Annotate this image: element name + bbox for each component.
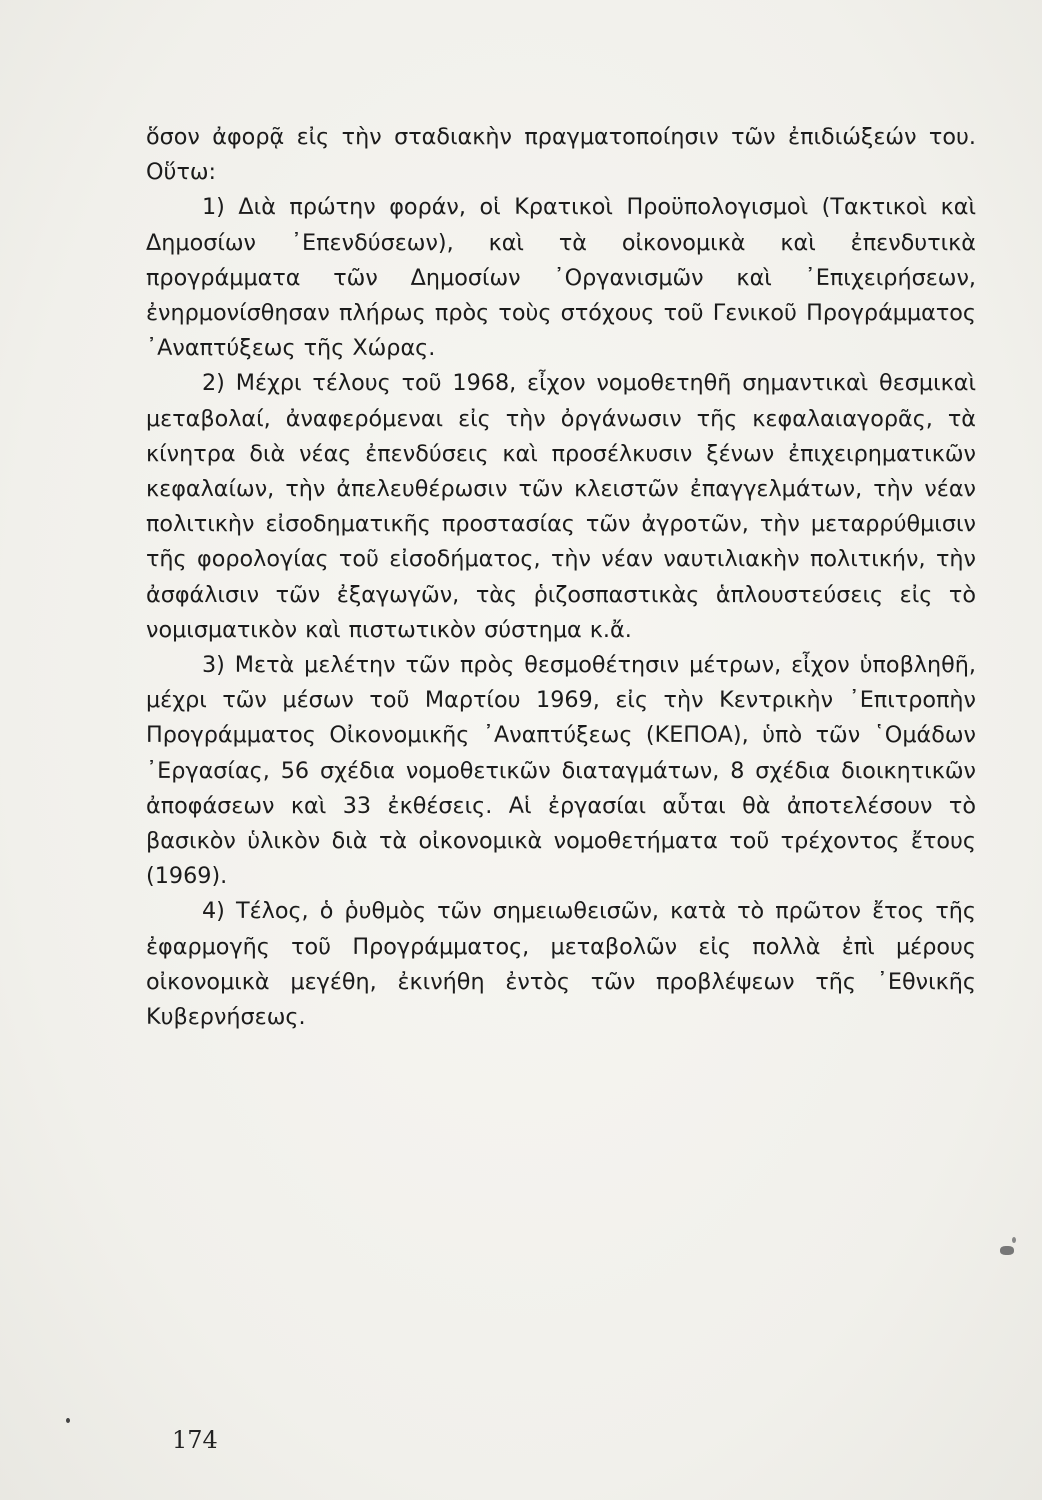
paragraph-item-3: 3) Μετὰ μελέτην τῶν πρὸς θεσμοθέτησιν μέτρων, εἶχον ὑποβληθῆ, μέχρι τῶν μέσων τοῦ Μαρτίου 1969, εἰς τὴν Κεντρικὴν ᾿Επιτροπὴν Προγράμματος Οἰκονομικῆς ᾿Αναπτύξεως (ΚΕΠΟΑ), ὑπὸ τῶν ῾Ομάδων ᾿Εργασίας, 56 σχέδια νομοθετικῶν διαταγμάτων, 8 σχέδια διοικητικῶν ἀποφάσεων καὶ 33 ἐκθέσεις. Αἱ ἐργασίαι αὗται θὰ ἀποτελέσουν τὸ βασικὸν ὑλικὸν διὰ τὰ οἰκονομικὰ νομοθετήματα τοῦ τρέχοντος ἔτους (1969). [146,652,976,890]
ink-speck [1000,1246,1014,1255]
ink-speck [1012,1237,1016,1243]
paragraph-continuation: ὅσον ἀφορᾷ εἰς τὴν σταδιακὴν πραγματοποίησιν τῶν ἐπιδιώξεών του. Οὕτω: [146,124,976,186]
body-text [146,120,976,1035]
ink-speck [66,1418,70,1423]
paragraph-item-1: 1) Διὰ πρώτην φοράν, οἱ Κρατικοὶ Προϋπολογισμοὶ (Τακτικοὶ καὶ Δημοσίων ᾿Επενδύσεων), καὶ τὰ οἰκονομικὰ καὶ ἐπενδυτικὰ προγράμματα τῶν Δημοσίων ᾿Οργανισμῶν καὶ ᾿Επιχειρήσεων, ἐνηρμονίσθησαν πλήρως πρὸς τοὺς στόχους τοῦ Γενικοῦ Προγράμματος ᾿Αναπτύξεως τῆς Χώρας. [146,194,976,362]
paragraph-item-4: 4) Τέλος, ὁ ῥυθμὸς τῶν σημειωθεισῶν, κατὰ τὸ πρῶτον ἔτος τῆς ἐφαρμογῆς τοῦ Προγράμματος, μεταβολῶν εἰς πολλὰ ἐπὶ μέρους οἰκονομικὰ μεγέθη, ἐκινήθη ἐντὸς τῶν προβλέψεων τῆς ᾿Εθνικῆς Κυβερνήσεως. [146,898,976,1031]
page-number: 174 [172,1426,218,1454]
paragraph-item-2: 2) Μέχρι τέλους τοῦ 1968, εἶχον νομοθετηθῆ σημαντικαὶ θεσμικαὶ μεταβολαί, ἀναφερόμεναι εἰς τὴν ὀργάνωσιν τῆς κεφαλαιαγορᾶς, τὰ κίνητρα διὰ νέας ἐπενδύσεις καὶ προσέλκυσιν ξένων ἐπιχειρηματικῶν κεφαλαίων, τὴν ἀπελευθέρωσιν τῶν κλειστῶν ἐπαγγελμάτων, τὴν νέαν πολιτικὴν εἰσοδηματικῆς προστασίας τῶν ἀγροτῶν, τὴν μεταρρύθμισιν τῆς φορολογίας τοῦ εἰσοδήματος, τὴν νέαν ναυτιλιακὴν πολιτικήν, τὴν ἀσφάλισιν τῶν ἐξαγωγῶν, τὰς ῥιζοσπαστικὰς ἁπλουστεύσεις εἰς τὸ νομισματικὸν καὶ πιστωτικὸν σύστημα κ.ἄ. [146,370,976,643]
